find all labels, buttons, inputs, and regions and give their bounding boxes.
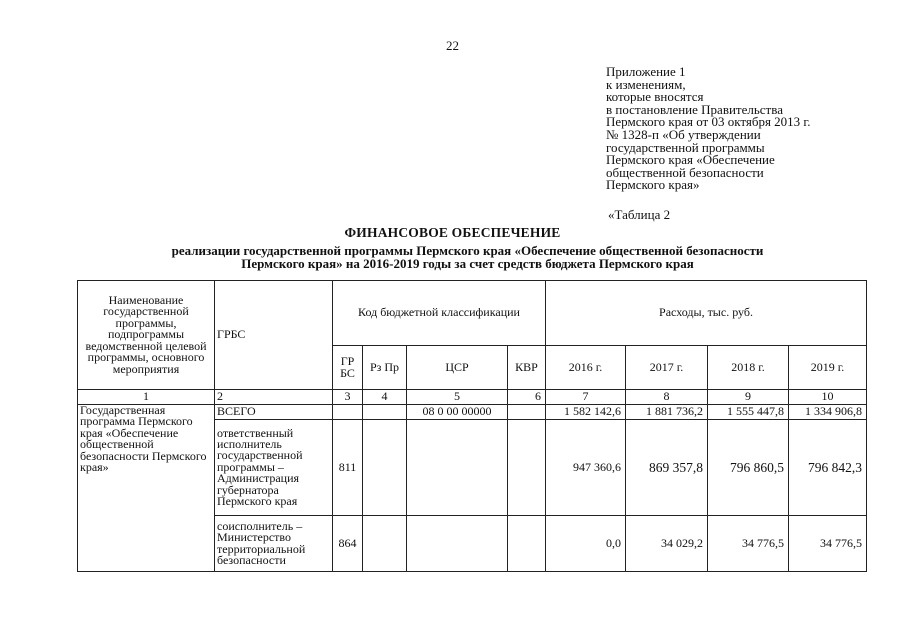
amount-2017: 1 881 736,2: [626, 405, 708, 420]
kvr-cell: [508, 420, 546, 516]
column-number: 10: [789, 390, 867, 405]
header-name: Наименование государственной программы, подпрограммы ведомственной целевой программы, основного мероприятия: [78, 281, 215, 390]
financing-table: [77, 280, 867, 572]
header-kvr: КВР: [508, 346, 546, 390]
csr-cell: 08 0 00 00000: [407, 405, 508, 420]
page-number: 22: [446, 38, 459, 53]
grbs-code: [333, 405, 363, 420]
grbs-label: соисполнитель – Министерство территориальной безопасности: [215, 516, 333, 572]
amount-2019: 796 842,3: [789, 420, 867, 516]
column-number: 4: [363, 390, 407, 405]
appendix-line: № 1328-п «Об утверждении: [606, 126, 761, 142]
header-grbs: ГРБС: [215, 281, 333, 390]
column-number: 1: [78, 390, 215, 405]
appendix-block: [606, 66, 896, 192]
program-name: Государственная программа Пермского края «Обеспечение общественной безопасности Пермского края»: [78, 405, 215, 572]
subtitle-line-1: реализации государственной программы Пермского края «Обеспечение общественной безопасности: [171, 243, 764, 258]
column-number: 3: [333, 390, 363, 405]
header-rzpr: Рз Пр: [363, 346, 407, 390]
amount-2017: 34 029,2: [626, 516, 708, 572]
kvr-cell: [508, 516, 546, 572]
header-csr: ЦСР: [407, 346, 508, 390]
header-expenses: Расходы, тыс. руб.: [546, 281, 867, 346]
table-row: [78, 405, 867, 420]
column-number: 8: [626, 390, 708, 405]
document-subtitle: [60, 244, 875, 270]
document-title: ФИНАНСОВОЕ ОБЕСПЕЧЕНИЕ: [344, 225, 561, 240]
header-2018: 2018 г.: [708, 346, 789, 390]
amount-2016: 0,0: [546, 516, 626, 572]
column-number: 5: [407, 390, 508, 405]
kvr-cell: [508, 405, 546, 420]
grbs-label: ВСЕГО: [215, 405, 333, 420]
column-number: 9: [708, 390, 789, 405]
grbs-code: 864: [333, 516, 363, 572]
rzpr-cell: [363, 405, 407, 420]
appendix-line: которые вносятся: [606, 89, 704, 105]
appendix-line: к изменениям,: [606, 76, 686, 92]
csr-cell: [407, 516, 508, 572]
appendix-line: государственной программы: [606, 139, 765, 155]
subtitle-line-2: Пермского края» на 2016-2019 годы за счет средств бюджета Пермского края: [241, 256, 694, 271]
column-number: 2: [215, 390, 333, 405]
rzpr-cell: [363, 420, 407, 516]
amount-2018: 34 776,5: [708, 516, 789, 572]
appendix-line: Пермского края «Обеспечение: [606, 152, 775, 168]
column-number: 6: [508, 390, 546, 405]
appendix-line: Пермского края от 03 октября 2013 г.: [606, 114, 811, 130]
appendix-line: Пермского края»: [606, 177, 700, 193]
rzpr-cell: [363, 516, 407, 572]
header-2019: 2019 г.: [789, 346, 867, 390]
csr-cell: [407, 420, 508, 516]
header-grbs-code: ГР БС: [333, 346, 363, 390]
grbs-label: ответственный исполнитель государственной программы – Администрация губернатора Пермского края: [215, 420, 333, 516]
column-number: 7: [546, 390, 626, 405]
header-2016: 2016 г.: [546, 346, 626, 390]
amount-2016: 1 582 142,6: [546, 405, 626, 420]
amount-2017: 869 357,8: [626, 420, 708, 516]
grbs-code: 811: [333, 420, 363, 516]
amount-2018: 1 555 447,8: [708, 405, 789, 420]
header-budget-code: Код бюджетной классификации: [333, 281, 546, 346]
amount-2019: 1 334 906,8: [789, 405, 867, 420]
appendix-line: общественной безопасности: [606, 164, 764, 180]
appendix-line: Приложение 1: [606, 64, 686, 79]
amount-2019: 34 776,5: [789, 516, 867, 572]
appendix-line: в постановление Правительства: [606, 101, 783, 117]
table-reference: «Таблица 2: [608, 207, 671, 222]
amount-2016: 947 360,6: [546, 420, 626, 516]
amount-2018: 796 860,5: [708, 420, 789, 516]
header-2017: 2017 г.: [626, 346, 708, 390]
